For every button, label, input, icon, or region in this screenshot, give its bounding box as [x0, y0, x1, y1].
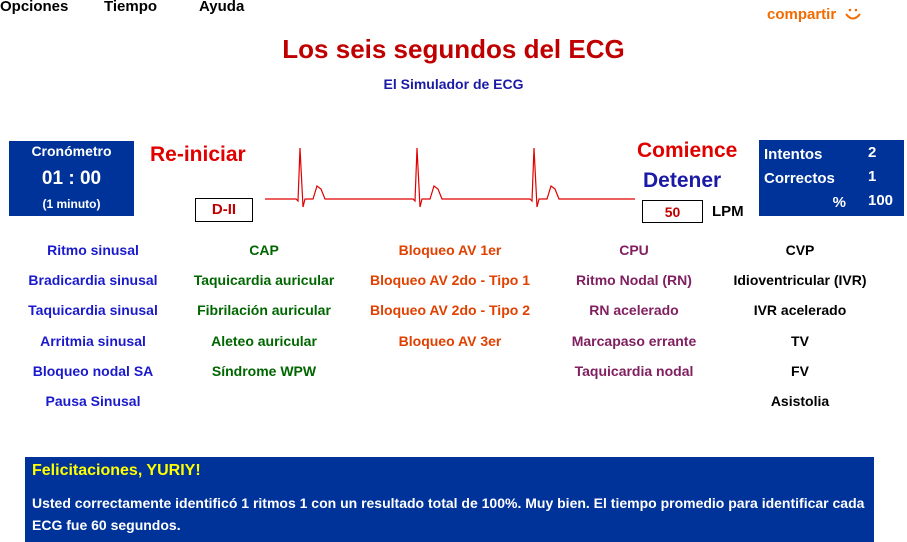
- stopwatch-note: (1 minuto): [42, 197, 101, 211]
- stopwatch-panel: [9, 141, 134, 216]
- share-link[interactable]: [767, 4, 863, 24]
- stopwatch-label: Cronómetro: [31, 143, 112, 159]
- rhythm-option[interactable]: Bloqueo AV 2do - Tipo 1: [370, 272, 530, 289]
- ventricular-rhythm-column: [710, 238, 890, 419]
- share-label: compartir: [767, 5, 837, 23]
- page-subtitle: El Simulador de ECG: [383, 76, 524, 92]
- start-button[interactable]: Comience: [637, 139, 738, 162]
- rhythm-option[interactable]: Marcapaso errante: [571, 332, 697, 349]
- stop-button[interactable]: Detener: [643, 169, 722, 192]
- ecg-trace: [265, 145, 635, 210]
- rhythm-option[interactable]: Taquicardia nodal: [574, 362, 694, 379]
- rhythm-option[interactable]: CPU: [619, 242, 649, 258]
- junctional-rhythm-column: [544, 238, 724, 389]
- atrial-rhythm-column: [174, 238, 354, 389]
- menu-tiempo[interactable]: Tiempo: [104, 0, 158, 15]
- bpm-input[interactable]: [642, 200, 703, 223]
- sinus-rhythm-column: [3, 238, 183, 419]
- rhythm-option[interactable]: FV: [791, 362, 809, 379]
- result-message: Usted correctamente identificó 1 ritmos 1 con un resultado total de 100%. Muy bien. El tiempo promedio para identificar cada ECG fue 60 segundos.: [32, 495, 865, 533]
- page-title: Los seis segundos del ECG: [282, 34, 625, 64]
- correct-label: Correctos: [764, 170, 835, 187]
- stopwatch-value: 01 : 00: [41, 168, 102, 189]
- percent-label: %: [832, 194, 846, 211]
- rhythm-option[interactable]: Idioventricular (IVR): [733, 272, 867, 289]
- rhythm-option[interactable]: Bloqueo nodal SA: [32, 362, 154, 379]
- rhythm-option[interactable]: Arritmia sinusal: [40, 332, 146, 349]
- attempts-label: Intentos: [764, 146, 823, 163]
- bpm-unit-label: LPM: [712, 203, 744, 220]
- rhythm-option[interactable]: RN acelerado: [589, 302, 679, 319]
- rhythm-option[interactable]: Síndrome WPW: [211, 362, 317, 379]
- lead-selector[interactable]: D-II: [195, 198, 253, 222]
- rhythm-option[interactable]: Pausa Sinusal: [45, 392, 141, 409]
- rhythm-option[interactable]: Ritmo Nodal (RN): [576, 272, 692, 289]
- attempts-value: 2: [868, 144, 877, 161]
- rhythm-option[interactable]: IVR acelerado: [753, 302, 847, 319]
- result-panel: [25, 457, 874, 542]
- rhythm-option[interactable]: CVP: [785, 242, 815, 258]
- rhythm-option[interactable]: Taquicardia sinusal: [28, 302, 158, 319]
- rhythm-option[interactable]: Bloqueo AV 2do - Tipo 2: [370, 302, 530, 319]
- menu-opciones[interactable]: Opciones: [0, 0, 69, 15]
- smile-icon: [843, 4, 863, 24]
- correct-value: 1: [868, 168, 877, 185]
- rhythm-option[interactable]: Ritmo sinusal: [47, 242, 139, 258]
- reset-button[interactable]: Re-iniciar: [150, 143, 246, 166]
- rhythm-option[interactable]: Bloqueo AV 3er: [398, 332, 502, 349]
- percent-value: 100: [868, 192, 894, 209]
- rhythm-option[interactable]: CAP: [249, 242, 279, 258]
- result-heading: Felicitaciones, YURIY!: [32, 462, 201, 479]
- menu-ayuda[interactable]: Ayuda: [199, 0, 245, 15]
- rhythm-option[interactable]: TV: [791, 332, 809, 349]
- rhythm-option[interactable]: Asistolia: [770, 392, 830, 409]
- rhythm-option[interactable]: Bloqueo AV 1er: [398, 242, 502, 258]
- rhythm-option[interactable]: Taquicardia auricular: [193, 272, 335, 289]
- rhythm-option[interactable]: Aleteo auricular: [211, 332, 317, 349]
- av-block-column: [360, 238, 540, 359]
- rhythm-option[interactable]: Fibrilación auricular: [197, 302, 331, 319]
- score-panel: [759, 140, 904, 216]
- rhythm-option[interactable]: Bradicardia sinusal: [28, 272, 158, 289]
